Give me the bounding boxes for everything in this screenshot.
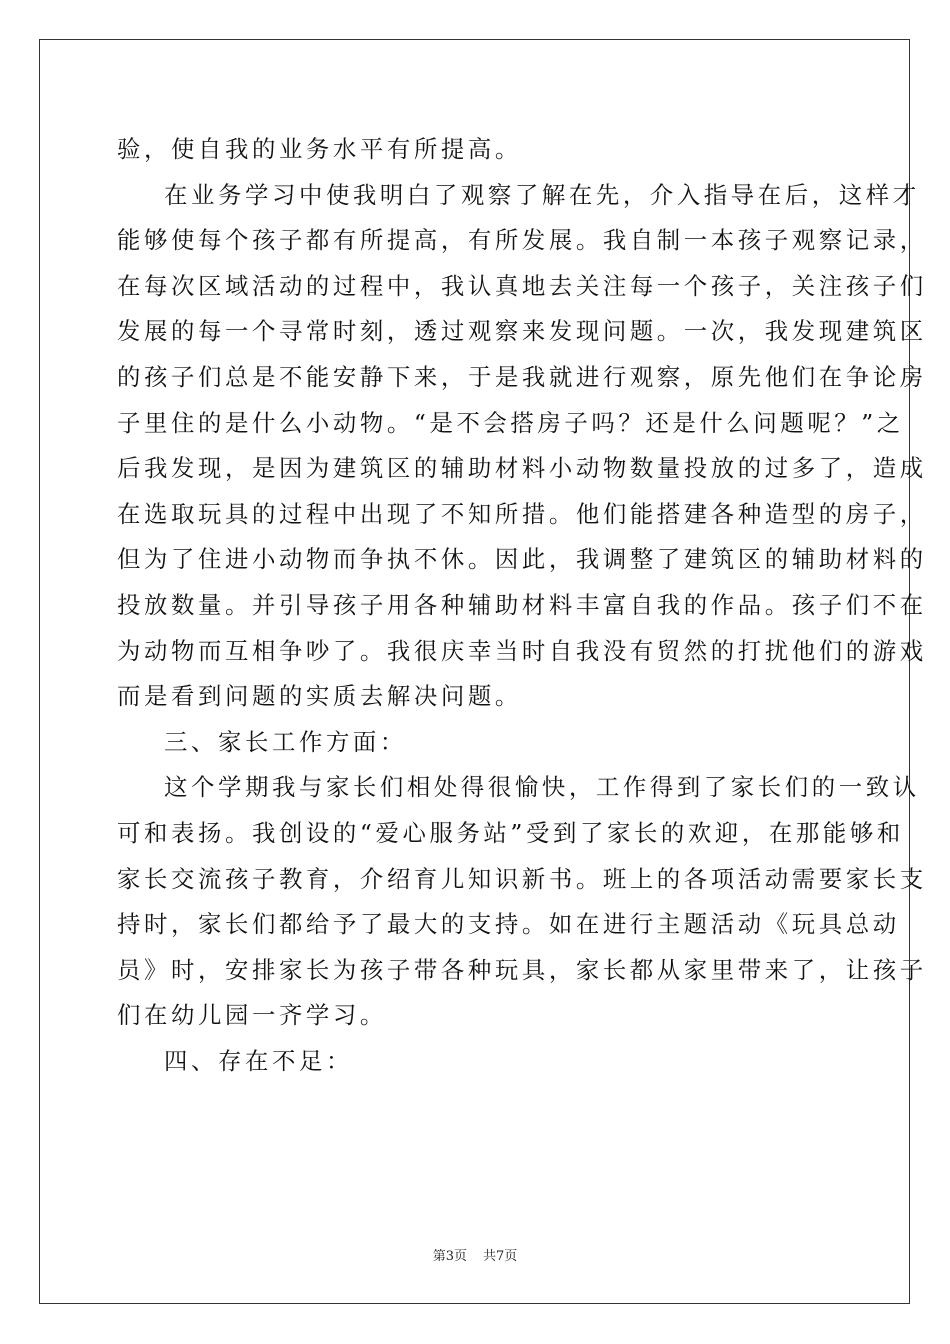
text-line: 们在幼儿园一齐学习。 — [117, 1001, 387, 1030]
section-heading: 四、存在不足： — [164, 1046, 353, 1075]
text-line: 为动物而互相争吵了。我很庆幸当时自我没有贸然的打扰他们的游戏 — [117, 636, 927, 665]
text-line: 持时，家长们都给予了最大的支持。如在进行主题活动《玩具总动 — [117, 910, 900, 939]
text-line: 但为了住进小动物而争执不休。因此，我调整了建筑区的辅助材料的 — [117, 545, 927, 574]
text-line: 验，使自我的业务水平有所提高。 — [117, 135, 522, 163]
page-number-current: 第3页 — [432, 1249, 467, 1264]
text-line: 投放数量。并引导孩子用各种辅助材料丰富自我的作品。孩子们不在 — [117, 590, 927, 619]
section-heading: 三、家长工作方面： — [164, 727, 407, 756]
paragraph-start-line: 在业务学习中使我明白了观察了解在先，介入指导在后，这样才 — [164, 180, 920, 209]
page-number-total: 共7页 — [483, 1249, 518, 1264]
paragraph-start-line: 这个学期我与家长们相处得很愉快，工作得到了家长们的一致认 — [164, 773, 920, 802]
text-line: 在选取玩具的过程中出现了不知所措。他们能搭建各种造型的房子， — [117, 499, 927, 528]
text-line: 发展的每一个寻常时刻，透过观察来发现问题。一次，我发现建筑区 — [117, 317, 927, 346]
text-line: 可和表扬。我创设的“爱心服务站”受到了家长的欢迎，在那能够和 — [117, 818, 904, 847]
text-line: 的孩子们总是不能安静下来，于是我就进行观察，原先他们在争论房 — [117, 362, 927, 391]
text-line: 而是看到问题的实质去解决问题。 — [117, 682, 522, 711]
page-footer — [0, 1245, 950, 1264]
text-line: 后我发现，是因为建筑区的辅助材料小动物数量投放的过多了，造成 — [117, 454, 927, 483]
text-line: 员》时，安排家长为孩子带各种玩具，家长都从家里带来了，让孩子 — [117, 955, 927, 984]
text-line: 子里住的是什么小动物。“是不会搭房子吗？还是什么问题呢？”之 — [117, 408, 904, 437]
text-line: 家长交流孩子教育，介绍育儿知识新书。班上的各项活动需要家长支 — [117, 864, 927, 893]
document-body — [117, 127, 927, 1084]
text-line: 能够使每个孩子都有所提高，有所发展。我自制一本孩子观察记录， — [117, 226, 927, 255]
text-line: 在每次区域活动的过程中，我认真地去关注每一个孩子，关注孩子们 — [117, 271, 927, 300]
